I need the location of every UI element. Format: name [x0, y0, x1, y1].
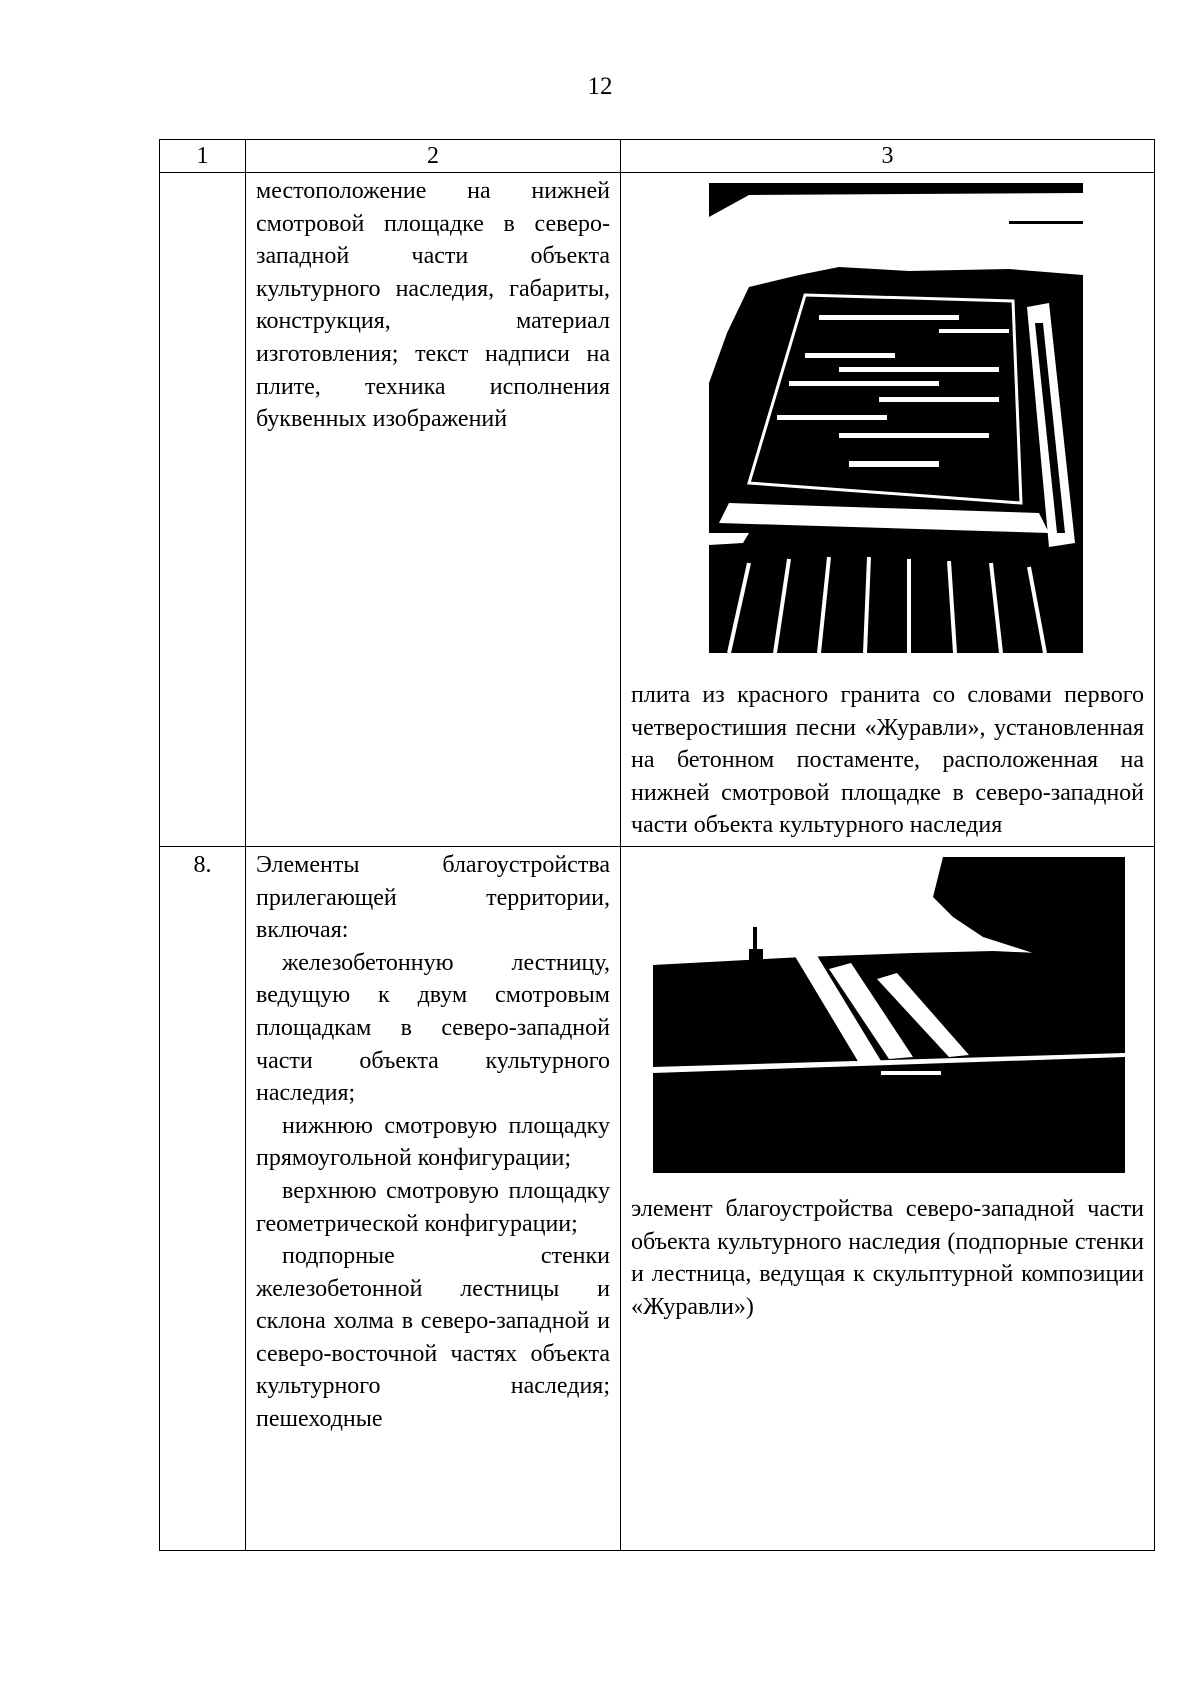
- photo-cell: [621, 173, 1155, 847]
- landscaping-photo: [653, 857, 1125, 1173]
- description-paragraph: подпорные стенки железобетонной лестницы и склона холма в северо-западной и северо-восточной частях объекта культурного наследия; пешеходные: [256, 1243, 610, 1433]
- description-paragraph: Элементы благоустройства прилегающей территории, включая:: [256, 851, 610, 944]
- description-paragraph: нижнюю смотровую площадку прямоугольной конфигурации;: [256, 1112, 610, 1172]
- table-header-row: [160, 140, 1155, 173]
- page-number: 12: [587, 73, 613, 100]
- column-header-2: 2: [246, 140, 621, 173]
- table-row-8: [160, 846, 1155, 1550]
- photo-cell: [621, 846, 1155, 1550]
- description-paragraph: верхнюю смотровую площадку геометрической конфигурации;: [256, 1177, 610, 1237]
- photo-caption: элемент благоустройства северо-западной части объекта культурного наследия (подпорные стенки и лестница, ведущая к скульптурной композиции «Журавли»): [631, 1195, 1144, 1320]
- description-paragraph: местоположение на нижней смотровой площадке в северо-западной части объекта культурного наследия, габариты, конструкция, материал изготовления; текст надписи на плите, техника исполнения буквенных изображений: [256, 178, 610, 433]
- row-description: [246, 173, 621, 847]
- photo-caption: плита из красного гранита со словами первого четверостишия песни «Журавли», установленная на бетонном постаменте, расположенная на нижней смотровой площадке в северо-западной части объекта культурного наследия: [631, 682, 1144, 839]
- heritage-elements-table: [159, 139, 1155, 1551]
- row-number: 8.: [160, 846, 246, 1550]
- column-header-1: 1: [160, 140, 246, 173]
- granite-plaque-photo: [709, 183, 1083, 653]
- row-description: [246, 846, 621, 1550]
- table-row-continued: [160, 173, 1155, 847]
- description-paragraph: железобетонную лестницу, ведущую к двум смотровым площадкам в северо-западной части объекта культурного наследия;: [256, 949, 610, 1107]
- row-number: [160, 173, 246, 847]
- column-header-3: 3: [621, 140, 1155, 173]
